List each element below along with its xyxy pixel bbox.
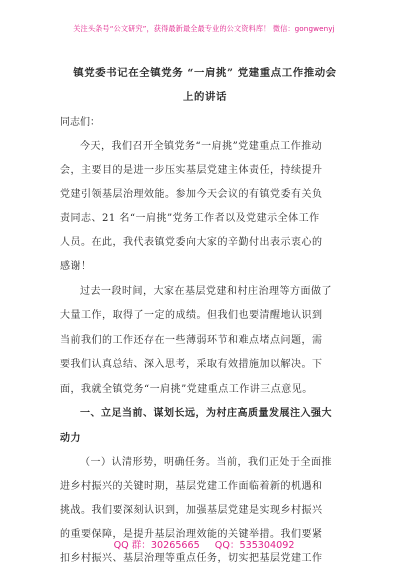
body-line: （一）认清形势，明确任务。当前，我们正处于全面推 [80, 457, 332, 468]
body-line: 当前我们的工作还存在一些薄弱环节和难点堵点问题，需 [60, 335, 323, 346]
body-line: 过去一段时间，大家在基层党建和村庄治理等方面做了 [80, 286, 332, 297]
salutation: 同志们： [60, 117, 100, 128]
body-line: 人员。在此，我代表镇党委向大家的辛勤付出表示衷心的 [60, 237, 323, 248]
section-heading: 一、立足当前、谋划长远，为村庄高质量发展注入强大 [80, 408, 332, 419]
body-line: 扣乡村振兴、基层治理等重点任务，切实把基层党建工作 [60, 553, 323, 564]
body-line: 党建引领基层治理效能。参加今天会议的有镇党委有关负 [60, 189, 323, 200]
body-line: 面，我就全镇党务“一肩挑”党建重点工作讲三点意见。 [60, 384, 313, 395]
footer-qq: QQ：535304092 [214, 540, 295, 551]
header-banner: 关注头条号“公文研究”，获得最新最全最专业的公文资料库！ 微信：gongwenyj [73, 24, 335, 33]
body-line: 挑战。我们要深刻认识到，加强基层党建是实现乡村振兴 [60, 505, 323, 516]
document-title-line-1: 镇党委书记在全镇党务 “一肩挑” 党建重点工作推动会 [73, 67, 337, 79]
body-line: 的重要保障，是提升基层治理效能的关键举措。我们要紧 [60, 529, 323, 540]
document-title-line-2: 上的讲话 [183, 91, 227, 103]
body-line: 责同志、21 名“一肩挑”党务工作者以及党建示全体工作 [60, 213, 320, 224]
body-line: 会，主要目的是进一步压实基层党建主体责任，持续提升 [60, 165, 323, 176]
footer-contact [0, 537, 408, 551]
footer-qq-group: QQ 群：30265665 [113, 540, 200, 551]
body-line: 大量工作，取得了一定的成绩。但我们也要清醒地认识到 [60, 310, 323, 321]
body-line: 进乡村振兴的关键时期，基层党建工作面临着新的机遇和 [60, 481, 323, 492]
section-heading: 动力 [60, 433, 81, 444]
body-line: 要我们认真总结、深入思考，采取有效措施加以解决。下 [60, 359, 323, 370]
body-line: 今天，我们召开全镇党务“一肩挑”党建重点工作推动 [80, 141, 323, 152]
body-line: 感谢！ [60, 261, 92, 272]
